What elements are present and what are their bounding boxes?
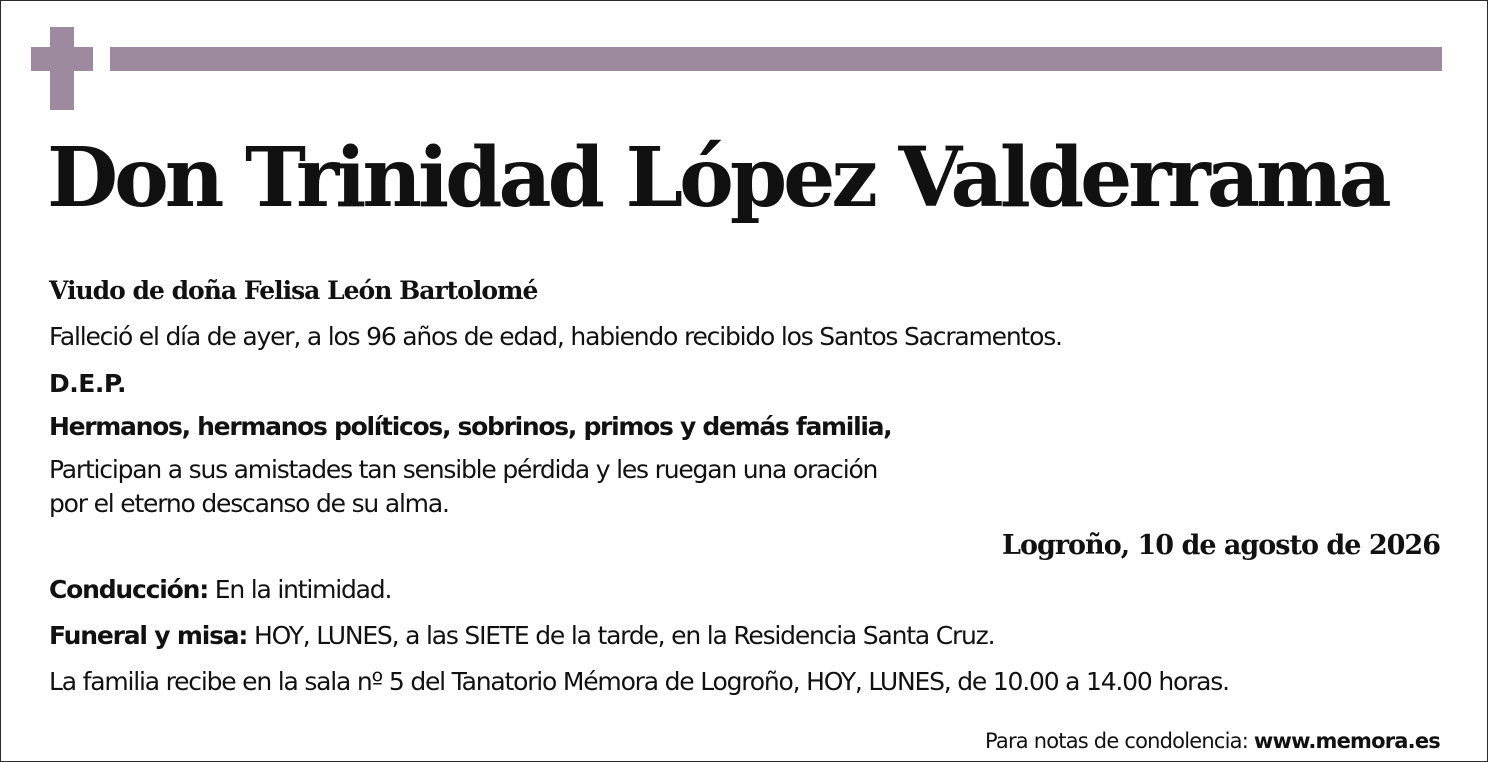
funeral-line — [49, 616, 994, 656]
condolence-prefix: Para notas de condolencia: — [984, 729, 1254, 753]
deceased-name: Don Trinidad López Valderrama — [47, 130, 1388, 226]
widow-line: Viudo de doña Felisa León Bartolomé — [49, 276, 538, 305]
request-line-2: por el eterno descanso de su alma. — [49, 489, 449, 518]
rip-line: D.E.P. — [49, 369, 127, 398]
funeral-label: Funeral y misa: — [49, 621, 248, 650]
condolence-link[interactable]: www.memora.es — [1253, 729, 1440, 753]
death-notice: Falleció el día de ayer, a los 96 años de edad, habiendo recibido los Santos Sacramentos. — [49, 322, 1062, 351]
request-paragraph — [49, 453, 877, 521]
conduccion-value: En la intimidad. — [208, 575, 392, 604]
conduccion-label: Conducción: — [49, 575, 208, 604]
reception-line: La familia recibe en la sala nº 5 del Tanatorio Mémora de Logroño, HOY, LUNES, de 10.00 a 14.00 horas. — [49, 667, 1229, 696]
funeral-value: HOY, LUNES, a las SIETE de la tarde, en la Residencia Santa Cruz. — [247, 621, 995, 650]
condolence-footer — [985, 723, 1440, 759]
conduccion-line — [49, 570, 391, 610]
request-line-1: Participan a sus amistades tan sensible pérdida y les ruegan una oración — [49, 455, 878, 484]
family-line: Hermanos, hermanos políticos, sobrinos, primos y demás familia, — [49, 412, 892, 441]
place-date: Logroño, 10 de agosto de 2026 — [1001, 530, 1440, 561]
cross-horizontal-bar — [31, 47, 93, 71]
header-rule — [110, 47, 1442, 71]
